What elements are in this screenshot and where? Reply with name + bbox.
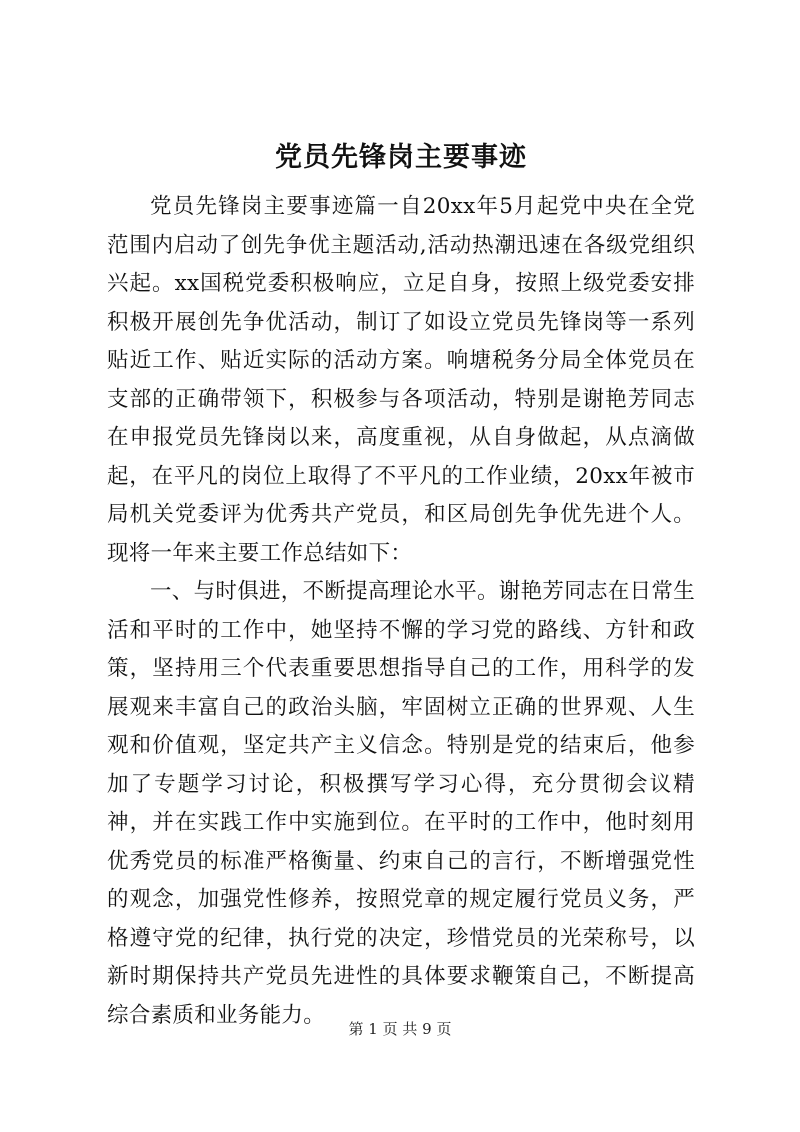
paragraph: 一、与时俱进，不断提高理论水平。谢艳芳同志在日常生活和平时的工作中，她坚持不懈的学习党的路线、方针和政策，坚持用三个代表重要思想指导自己的工作，用科学的发展观来丰富自己的政治头脑，牢固树立正确的世界观、人生观和价值观，坚定共产主义信念。特别是党的结束后，他参加了专题学习讨论，积极撰写学习心得，充分贯彻会议精神，并在实践工作中实施到位。在平时的工作中，他时刻用优秀党员的标准严格衡量、约束自己的言行，不断增强党性的观念，加强党性修养，按照党章的规定履行党员义务，严格遵守党的纪律，执行党的决定，珍惜党员的光荣称号，以新时期保持共产党员先进性的具体要求鞭策自己，不断提高综合素质和业务能力。 <box>107 579 696 1028</box>
document-title: 党员先锋岗主要事迹 <box>275 142 527 173</box>
paragraph: 党员先锋岗主要事迹篇一自20xx年5月起党中央在全党范围内启动了创先争优主题活动,活动热潮迅速在各级党组织兴起。xx国税党委积极响应，立足自身，按照上级党委安排积极开展创先争优活动，制订了如设立党员先锋岗等一系列贴近工作、贴近实际的活动方案。响塘税务分局全体党员在支部的正确带领下，积极参与各项活动，特别是谢艳芳同志在申报党员先锋岗以来，高度重视，从自身做起，从点滴做起，在平凡的岗位上取得了不平凡的工作业绩，20xx年被市局机关党委评为优秀共产党员，和区局创先争优先进个人。现将一年来主要工作总结如下： <box>107 194 695 566</box>
page-footer: 第 1 页 共 9 页 <box>348 1020 452 1038</box>
document-body <box>107 188 695 1035</box>
